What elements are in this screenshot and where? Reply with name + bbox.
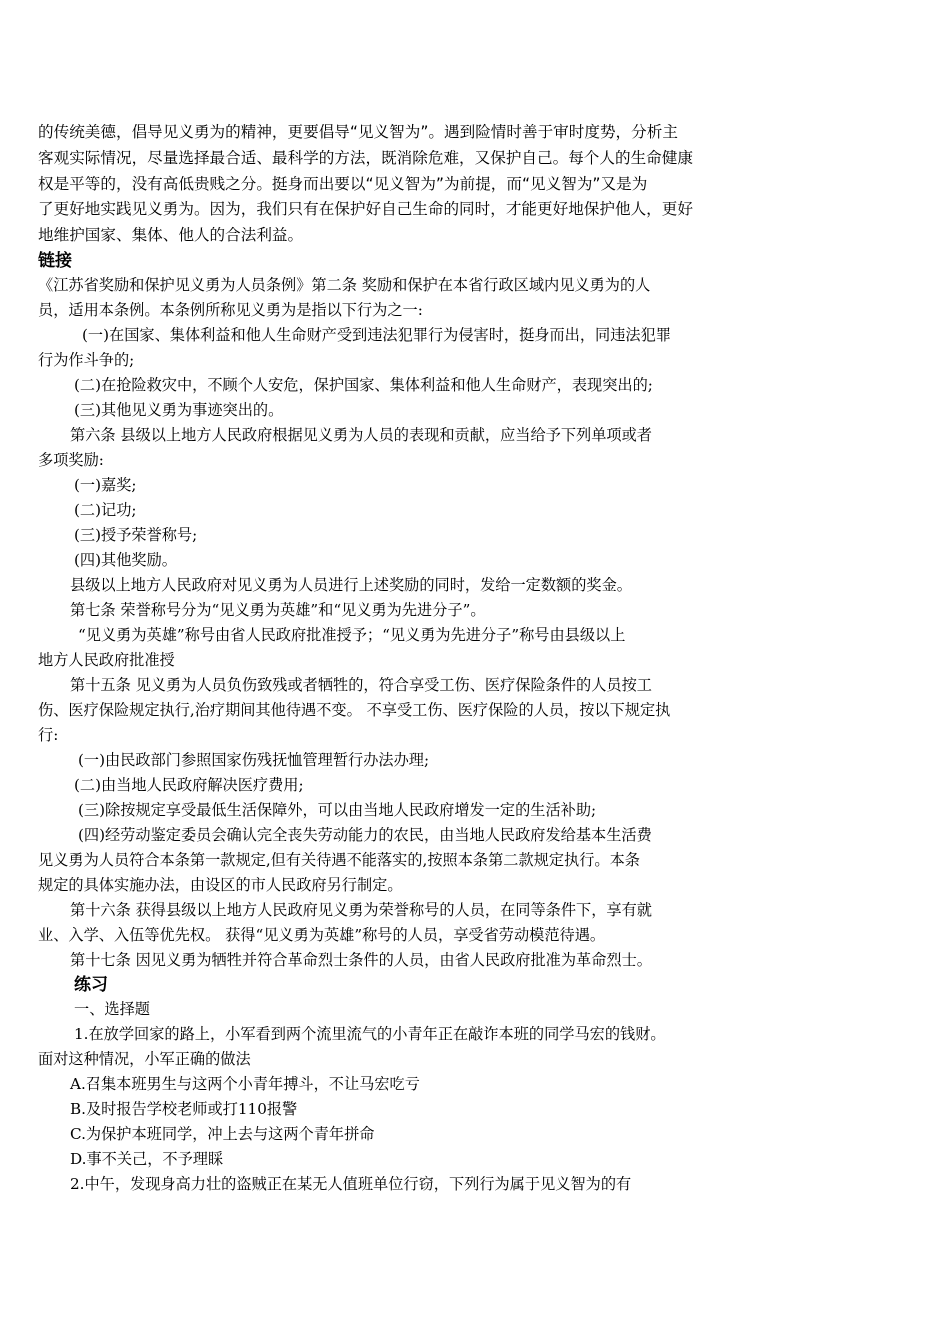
regulation-line: 第六条 县级以上地方人民政府根据见义勇为人员的表现和贡献，应当给予下列单项或者 <box>70 425 652 444</box>
answer-option: C.为保护本班同学，冲上去与这两个青年拼命 <box>70 1124 375 1143</box>
regulation-line: 地方人民政府批准授 <box>38 650 175 669</box>
regulation-line: 第十五条 见义勇为人员负伤致残或者牺牲的，符合享受工伤、医疗保险条件的人员按工 <box>70 675 652 694</box>
intro-line: 的传统美德，倡导见义勇为的精神，更要倡导“见义智为”。遇到险情时善于审时度势，分析主 <box>38 123 678 141</box>
intro-paragraph <box>38 120 718 249</box>
regulation-line: 业、入学、入伍等优先权。 获得“见义勇为英雄”称号的人员，享受省劳动模范待遇。 <box>38 925 606 944</box>
regulation-line: 第七条 荣誉称号分为“见义勇为英雄”和“见义勇为先进分子”。 <box>70 600 486 619</box>
document-page <box>38 120 718 1197</box>
regulation-line: 《江苏省奖励和保护见义勇为人员条例》第二条 奖励和保护在本省行政区域内见义勇为的人 <box>38 275 651 294</box>
regulation-line: (二)记功; <box>74 500 137 519</box>
regulation-line: 行: <box>38 725 59 744</box>
regulation-line: 多项奖励: <box>38 450 104 469</box>
regulation-line: (三)其他见义勇为事迹突出的。 <box>74 400 284 419</box>
regulation-text <box>38 273 718 973</box>
regulation-line: 第十七条 因见义勇为牺牲并符合革命烈士条件的人员，由省人民政府批准为革命烈士。 <box>70 950 652 969</box>
regulation-line: (一)嘉奖; <box>74 475 137 494</box>
regulation-line: (四)经劳动鉴定委员会确认完全丧失劳动能力的农民，由当地人民政府发给基本生活费 <box>78 825 652 844</box>
regulation-line: “见义勇为英雄”称号由省人民政府批准授予；“见义勇为先进分子”称号由县级以上 <box>78 625 626 644</box>
regulation-line: (二)在抢险救灾中，不顾个人安危，保护国家、集体利益和他人生命财产，表现突出的; <box>74 375 653 394</box>
regulation-line: (二)由当地人民政府解决医疗费用; <box>74 775 304 794</box>
intro-line: 权是平等的，没有高低贵贱之分。挺身而出要以“见义智为”为前提，而“见义智为”又是为 <box>38 174 648 193</box>
practice-heading: 练习 <box>74 974 108 995</box>
practice-questions <box>38 997 718 1197</box>
intro-line: 了更好地实践见义勇为。因为，我们只有在保护好自己生命的同时，才能更好地保护他人，更好 <box>38 200 693 219</box>
regulation-line: (一)由民政部门参照国家伤残抚恤管理暂行办法办理; <box>78 750 430 769</box>
answer-option: D.事不关己，不予理睬 <box>70 1149 224 1168</box>
regulation-line: 第十六条 获得县级以上地方人民政府见义勇为荣誉称号的人员，在同等条件下，享有就 <box>70 900 652 919</box>
regulation-line: (四)其他奖励。 <box>74 550 177 569</box>
regulation-line: 伤、医疗保险规定执行,治疗期间其他待遇不变。 不享受工伤、医疗保险的人员，按以下规定执 <box>38 700 671 719</box>
link-heading: 链接 <box>38 250 72 271</box>
question-line: 2.中午，发现身高力壮的盗贼正在某无人值班单位行窃，下列行为属于见义智为的有 <box>70 1174 632 1193</box>
answer-option: B.及时报告学校老师或打110报警 <box>70 1099 298 1118</box>
intro-line: 客观实际情况，尽量选择最合适、最科学的方法，既消除危难，又保护自己。每个人的生命健康 <box>38 148 693 167</box>
answer-option: A.召集本班男生与这两个小青年搏斗，不让马宏吃亏 <box>70 1074 420 1093</box>
regulation-line: (一)在国家、集体利益和他人生命财产受到违法犯罪行为侵害时，挺身而出，同违法犯罪 <box>82 325 671 344</box>
regulation-line: 行为作斗争的; <box>38 350 135 369</box>
regulation-line: 县级以上地方人民政府对见义勇为人员进行上述奖励的同时，发给一定数额的奖金。 <box>70 575 632 594</box>
regulation-line: (三)授予荣誉称号; <box>74 525 198 544</box>
regulation-line: 规定的具体实施办法，由设区的市人民政府另行制定。 <box>38 875 403 894</box>
question-line: 面对这种情况，小军正确的做法 <box>38 1049 251 1068</box>
intro-line: 地维护国家、集体、他人的合法利益。 <box>38 226 304 245</box>
question-line: 1.在放学回家的路上，小军看到两个流里流气的小青年正在敲诈本班的同学马宏的钱财。 <box>74 1024 666 1043</box>
regulation-line: 见义勇为人员符合本条第一款规定,但有关待遇不能落实的,按照本条第二款规定执行。本条 <box>38 850 640 869</box>
section-title: 一、选择题 <box>74 999 150 1018</box>
regulation-line: 员，适用本条例。本条例所称见义勇为是指以下行为之一: <box>38 300 423 319</box>
regulation-line: (三)除按规定享受最低生活保障外，可以由当地人民政府增发一定的生活补助; <box>78 800 597 819</box>
